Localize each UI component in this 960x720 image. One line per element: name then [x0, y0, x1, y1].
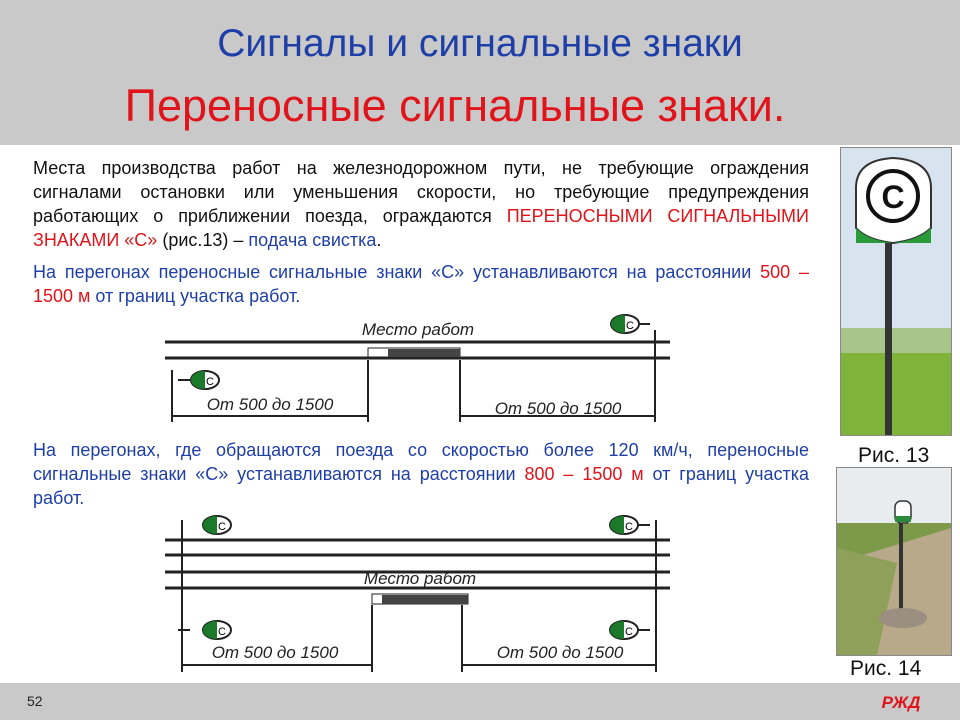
- work-site-label: Место работ: [363, 569, 477, 588]
- distance-label-right: От 500 до 1500: [494, 399, 622, 418]
- paragraph-3: [33, 438, 809, 510]
- svg-text:С: С: [206, 376, 214, 388]
- sign-c-icon: [178, 371, 219, 389]
- work-site-label: Место работ: [361, 320, 475, 339]
- distance-label-left: От 500 до 1500: [211, 643, 339, 662]
- figure-14-caption: Рис. 14: [850, 657, 922, 680]
- slide-subtitle: Переносные сигнальные знаки.: [124, 80, 786, 131]
- p1-text-b: (рис.13) –: [157, 230, 249, 250]
- paragraph-2: [33, 260, 809, 308]
- sign-c-icon: [610, 621, 650, 639]
- figure-13-caption: Рис. 13: [858, 444, 930, 467]
- p3-highlight-red: 800 – 1500 м: [524, 464, 644, 484]
- svg-text:С: С: [625, 521, 633, 533]
- p2-highlight-red: 500 – 1500 м: [33, 262, 810, 306]
- p3-text-a: На перегонах, где обращаются поезда со скоростью более 120 км/ч, переносные сигнальные знаки «С» устанавливаются на расстоянии: [33, 440, 809, 484]
- page-number: 52: [27, 693, 43, 709]
- footer-band: [0, 683, 960, 720]
- svg-text:С: С: [218, 626, 226, 638]
- work-zone-hatch: [382, 595, 468, 604]
- p1-text-a: Места производства работ на железнодорожном пути, не требующие ограждения сигналами остановки или уменьшения скорости, но требующие предупреждения работающих о приближении поезда, ограждаются: [33, 158, 809, 226]
- distance-label-right: От 500 до 1500: [496, 643, 624, 662]
- field-sign-photo: [836, 467, 952, 656]
- sign-letter: С: [881, 179, 905, 215]
- slide-title: Сигналы и сигнальные знаки: [217, 22, 743, 65]
- sign-c-icon: [611, 315, 650, 333]
- p1-text-end: .: [376, 230, 382, 250]
- p1-highlight-blue: подача свистка: [248, 230, 377, 250]
- p1-highlight-red: ПЕРЕНОСНЫМИ СИГНАЛЬНЫМИ ЗНАКАМИ «С»: [33, 206, 809, 250]
- p3-text-b: от границ участка работ.: [33, 464, 809, 508]
- sign-c-icon: [610, 516, 650, 534]
- rzd-logo-icon: [876, 691, 926, 713]
- distance-label-left: От 500 до 1500: [206, 395, 334, 414]
- svg-text:С: С: [626, 320, 634, 332]
- svg-text:С: С: [218, 521, 226, 533]
- svg-text:РЖД: РЖД: [881, 693, 921, 712]
- sign-c-icon: [178, 621, 231, 639]
- sign-c-icon: [203, 516, 231, 534]
- p2-text-a: На перегонах переносные сигнальные знаки «С» устанавливаются на расстоянии: [33, 262, 761, 282]
- svg-text:С: С: [625, 626, 633, 638]
- work-zone-hatch: [388, 349, 460, 357]
- track-diagram-2: [160, 510, 680, 680]
- sign-c-photo: [840, 147, 952, 436]
- paragraph-1: [33, 156, 809, 252]
- track-diagram-1: [160, 310, 680, 430]
- p2-text-b: от границ участка работ.: [90, 286, 301, 306]
